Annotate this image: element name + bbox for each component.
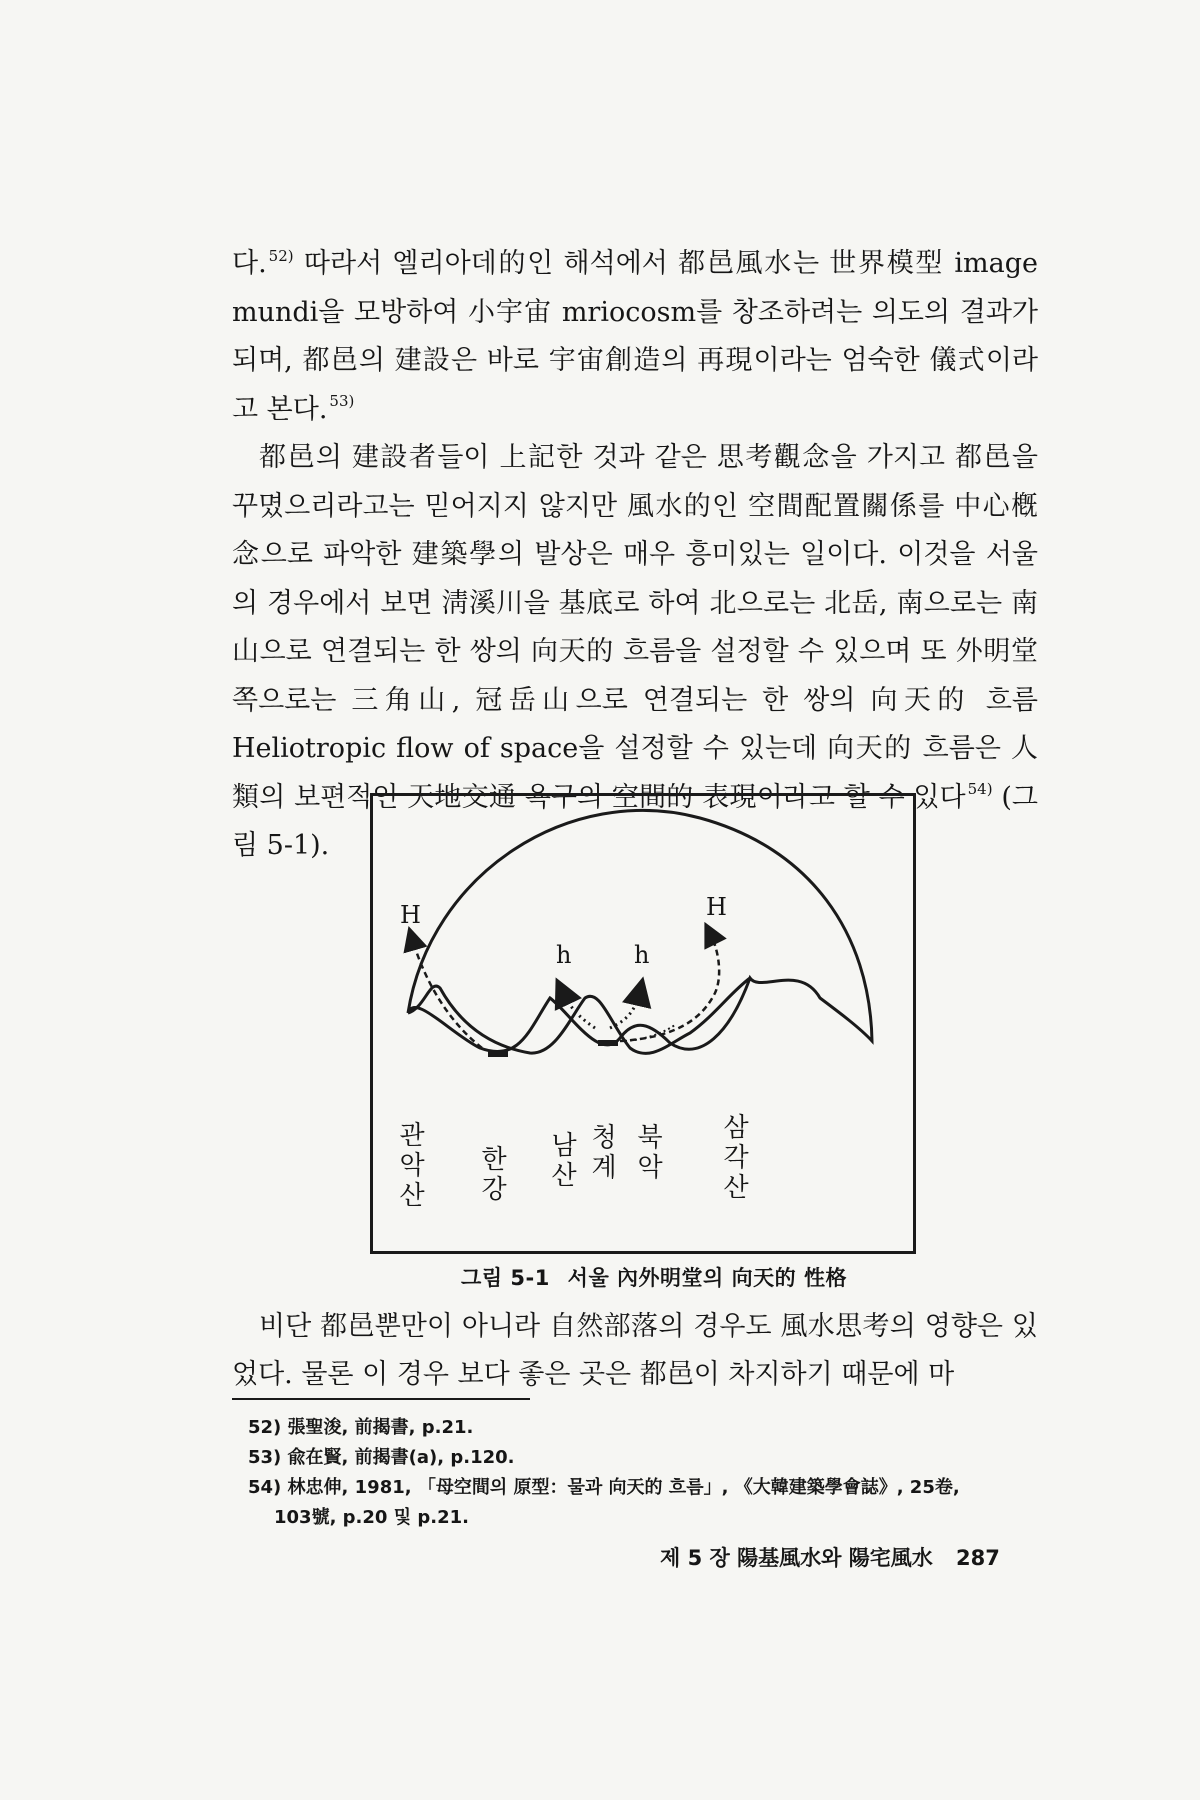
paragraph-text: 따라서 엘리아데的인 해석에서 都邑風水는 世界模型 image mundi을 모방하여 小宇宙 mriocosm를 창조하려는 의도의 결과가 되며, 都邑의 建設은 바로 宇宙創造의 再現이라는 엄숙한 儀式이라고 본다.: [232, 248, 1038, 425]
paragraph-3: [232, 1303, 1038, 1399]
footnote-54: 54) 林忠伸, 1981, 「母空間의 原型：물과 向天的 흐름」, 《大韓建築學會誌》, 25卷,: [248, 1477, 960, 1498]
paragraph-text: 비단 都邑뿐만이 아니라 自然部落의 경우도 風水思考의 영향은 있었다. 물론 이 경우 보다 좋은 곳은 都邑이 차지하기 때문에 마: [232, 1311, 1038, 1390]
figure-caption: [414, 1262, 894, 1292]
outer-flow-left: [412, 938, 482, 1048]
seoul-myeongdang-diagram: [370, 793, 916, 1253]
footnote-ref-53: 53): [329, 392, 355, 411]
label-bugak: 북 악: [637, 1123, 663, 1183]
caption-number: 그림 5-1: [461, 1266, 550, 1290]
heaven-label-right: H: [706, 893, 727, 921]
figure-5-1: [370, 793, 916, 1253]
hangang-marker: [488, 1051, 508, 1057]
label-gwanaksan: 관 악 산: [399, 1121, 425, 1211]
paragraph-text: 都邑의 建設者들이 上記한 것과 같은 思考觀念을 가지고 都邑을 꾸몄으리라고는 믿어지지 않지만 風水的인 空間配置關係를 中心槪念으로 파악한 建築學의 발상은 매우 흥미있는 일이다. 이것을 서울의 경우에서 보면 淸溪川을 基底로 하여 北으로는 北岳, 南으로는 南山으로 연결되는 한 쌍의 向天的 흐름을 설정할 수 있으며 또 外明堂쪽으로는 三角山, 冠岳山으로 연결되는 한 쌍의 向天的 흐름 Heliotropic flow of space을 설정할 수 있는데 向天的 흐름은 人類의 보편적인 天地交通 욕구의 空間的 表現이라고 할 수 있다: [232, 442, 1038, 813]
figure-reference: (그림 5-1).: [232, 781, 1039, 861]
inner-heaven-label-left: h: [556, 941, 572, 969]
footnote-ref-52: 52): [268, 246, 294, 265]
label-cheonggye: 청 계: [591, 1123, 617, 1183]
footnote-divider: [232, 1398, 530, 1400]
inner-heaven-label-right: h: [634, 941, 650, 969]
label-namsan: 남 산: [551, 1131, 577, 1191]
footnote-ref-54: 54): [967, 780, 993, 799]
chapter-title: 제 5 장 陽基風水와 陽宅風水: [660, 1546, 933, 1570]
footnote-54-continued: 103號, p.20 및 p.21.: [274, 1507, 469, 1528]
label-hangang: 한 강: [481, 1145, 507, 1205]
heaven-label-left: H: [400, 901, 421, 929]
footnote-53: 53) 兪在賢, 前揭書(a), p.120.: [248, 1447, 515, 1468]
label-samgaksan: 삼 각 산: [723, 1113, 749, 1203]
caption-text: 서울 內外明堂의 向天的 性格: [567, 1266, 847, 1290]
page-number: 287: [956, 1546, 1000, 1570]
footnote-52: 52) 張聖浚, 前揭書, p.21.: [248, 1417, 474, 1438]
running-footer: [660, 1542, 1080, 1572]
cheonggye-marker: [598, 1040, 618, 1046]
body-text-top: [232, 240, 1038, 871]
body-text-bottom: [232, 1303, 1038, 1399]
paragraph-text: 다.: [232, 248, 267, 279]
footnotes: [248, 1413, 1048, 1533]
sky-dome: [408, 810, 872, 1051]
paragraph-1: [232, 240, 1038, 434]
